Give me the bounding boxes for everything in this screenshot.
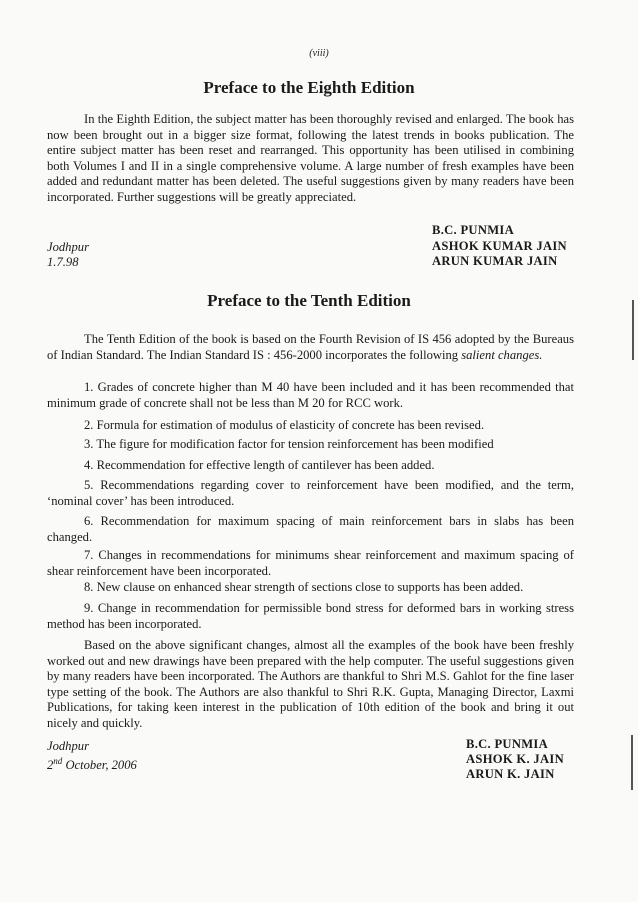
change-item: 6. Recommendation for maximum spacing of main reinforcement bars in slabs has been changed.	[47, 514, 574, 544]
eighth-edition-heading: Preface to the Eighth Edition	[203, 78, 415, 97]
tenth-edition-closing: Based on the above significant changes, almost all the examples of the book have been freshly worked out and new drawings have been prepared with the help computer. The useful suggestions given by many readers have been incorporated. The Authors are thankful to Shri M.S. Gahlot for the fine laser type setting of the book. The Authors are also thankful to Shri R.K. Gupta, Managing Director, Laxmi Publications, for taking keen interest in the publication of 10th edition of the book and bring it out nicely and quickly.	[47, 638, 574, 730]
intro-text: The Tenth Edition of the book is based on the Fourth Revision of IS 456 adopted by the Bureaus of Indian Standard. The Indian Standard IS : 456-2000 incorporates the following	[47, 332, 574, 362]
author-name: ASHOK K. JAIN	[466, 752, 565, 766]
date-suffix: nd	[53, 756, 63, 766]
eighth-place: Jodhpur	[47, 240, 89, 254]
author-name: B.C. PUNMIA	[432, 223, 515, 237]
page-number: (viii)	[309, 48, 329, 59]
change-item: 2. Formula for estimation of modulus of elasticity of concrete has been revised.	[84, 418, 485, 432]
author-name: ASHOK KUMAR JAIN	[432, 239, 567, 253]
eighth-edition-paragraph: In the Eighth Edition, the subject matter has been thoroughly revised and enlarged. The book has now been brought out in a bigger size format, following the latest trends in books publication. The entire subject matter has been reset and rearranged. This opportunity has been utilised in combining both Volumes I and II in a single comprehensive volume. A large number of fresh examples have been added and redundant matter has been deleted. The useful suggestions given by many readers have been incorporated. Further suggestions will be greatly appreciated.	[47, 112, 574, 204]
change-item: 3. The figure for modification factor for tension reinforcement has been modified	[84, 437, 494, 451]
tenth-date	[47, 754, 137, 774]
date-day: 2	[47, 758, 54, 773]
eighth-date: 1.7.98	[47, 255, 79, 269]
tenth-edition-heading: Preface to the Tenth Edition	[207, 291, 411, 310]
change-item: 7. Changes in recommendations for minimums shear reinforcement and maximum spacing of shear reinforcement have been incorporated.	[47, 548, 574, 578]
intro-italic: salient changes.	[461, 347, 543, 362]
change-item: 4. Recommendation for effective length of cantilever has been added.	[84, 458, 435, 472]
change-item: 9. Change in recommendation for permissible bond stress for deformed bars in working stress method has been incorporated.	[47, 601, 574, 631]
scan-edge-mark	[631, 735, 633, 790]
tenth-edition-intro	[47, 332, 574, 363]
date-rest: October, 2006	[62, 758, 137, 773]
change-item: 1. Grades of concrete higher than M 40 have been included and it has been recommended that minimum grade of concrete shall not be less than M 20 for RCC work.	[47, 380, 574, 410]
change-item: 5. Recommendations regarding cover to reinforcement have been modified, and the term, ‘nominal cover’ has been introduced.	[47, 478, 574, 508]
tenth-place: Jodhpur	[47, 739, 89, 753]
change-item: 8. New clause on enhanced shear strength of sections close to supports has been added.	[84, 580, 524, 594]
author-name: B.C. PUNMIA	[466, 737, 549, 751]
author-name: ARUN KUMAR JAIN	[432, 254, 558, 268]
scan-edge-mark	[632, 300, 634, 360]
author-name: ARUN K. JAIN	[466, 767, 555, 781]
